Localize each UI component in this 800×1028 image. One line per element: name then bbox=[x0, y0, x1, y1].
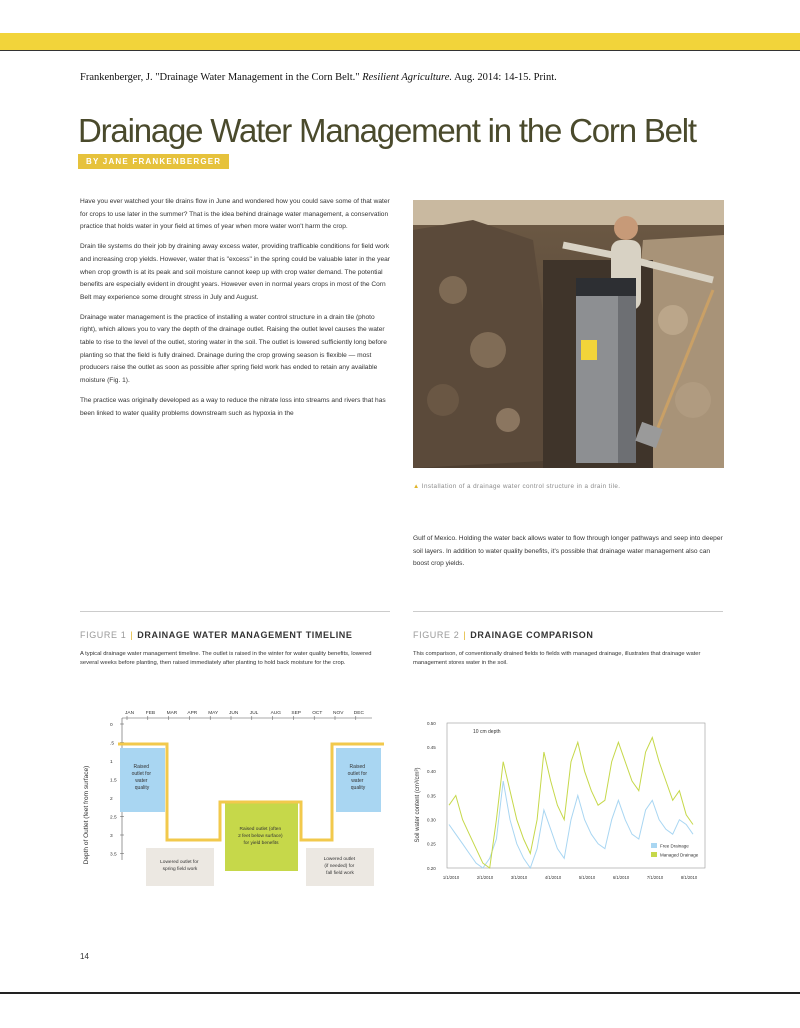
figure2-number: FIGURE 2 bbox=[413, 630, 460, 640]
box-raised-summer-label: Raised outlet (often 2 feet below surface) for yield benefits bbox=[238, 827, 283, 846]
figure1-chart bbox=[80, 700, 390, 900]
figure1-ylabel: Depth of Outlet (feet from surface) bbox=[83, 765, 90, 865]
box-lowered-fall-label: Lowered outlet (if needed) for fall field work bbox=[323, 857, 356, 876]
paragraph: The practice was originally developed as a way to reduce the nitrate loss into streams and rivers that has been linked to water quality problems downstream such as hypoxia in the bbox=[80, 396, 386, 417]
photo-caption: ▲ Installation of a drainage water control structure in a drain tile. bbox=[413, 483, 621, 490]
f2-y-tick-label: 0.30 bbox=[427, 817, 436, 823]
f2-y-tick-label: 0.25 bbox=[427, 841, 436, 847]
f2-x-tick-label: 8/1/2010 bbox=[680, 875, 698, 880]
figure2-annotation: 10 cm depth bbox=[473, 729, 501, 735]
month-label: JAN bbox=[125, 711, 135, 716]
f2-x-tick-label: 4/1/2010 bbox=[544, 875, 562, 880]
figure2-ylabel: Soil water content (cm³/cm³) bbox=[415, 767, 421, 843]
f2-x-tick-label: 5/1/2010 bbox=[578, 875, 596, 880]
month-label: FEB bbox=[145, 711, 156, 716]
left-column bbox=[80, 196, 390, 427]
month-label: SEP bbox=[291, 711, 302, 716]
legend-free-swatch bbox=[651, 843, 657, 848]
month-label: DEC bbox=[353, 711, 364, 716]
figure2-chart bbox=[413, 715, 723, 895]
figure1-heading: FIGURE 1 | DRAINAGE WATER MANAGEMENT TIMELINE bbox=[80, 630, 353, 640]
f2-y-tick-label: 0.20 bbox=[427, 865, 436, 871]
legend-managed-label: Managed Drainage bbox=[660, 852, 699, 858]
citation-author: Frankenberger, J. bbox=[80, 72, 153, 83]
f2-x-tick-label: 1/1/2010 bbox=[442, 875, 460, 880]
caption-marker-icon: ▲ bbox=[413, 483, 420, 490]
y-tick-label: 1.5 bbox=[110, 778, 117, 784]
figure2-heading: FIGURE 2 | DRAINAGE COMPARISON bbox=[413, 630, 594, 640]
month-label: APR bbox=[187, 711, 198, 716]
paragraph: Drain tile systems do their job by draining away excess water, providing trafficable conditions for field work and increasing crop yields. However, water that is "excess" in the spring could be valuable later in the year when crop growth is at its peak and soil moisture cannot keep up with crop water demand. The potential benefits are especially evident in drought years. However even in normal years crops in most of the Corn Belt may experience some drought stress in July and August. bbox=[80, 243, 390, 301]
y-tick-label: 3 bbox=[110, 834, 113, 839]
y-tick-label: 0 bbox=[110, 723, 113, 728]
right-column bbox=[413, 533, 723, 578]
legend-free-label: Free Drainage bbox=[660, 843, 689, 849]
installation-photo bbox=[413, 200, 724, 468]
f2-y-tick-label: 0.40 bbox=[427, 769, 436, 775]
figure1-description: A typical drainage water management timeline. The outlet is raised in the winter for water quality benefits, lowered several weeks before planting, then raised immediately after planting to hold back moisture for the crop. bbox=[80, 651, 372, 666]
divider-left bbox=[80, 611, 390, 612]
series-managed-drainage bbox=[449, 738, 693, 869]
page-number: 14 bbox=[80, 952, 89, 961]
citation bbox=[80, 72, 557, 83]
legend-managed-swatch bbox=[651, 852, 657, 857]
divider-right bbox=[413, 611, 723, 612]
month-label: MAY bbox=[208, 711, 219, 716]
box-raised-left-label: Raised outlet for water quality bbox=[131, 764, 152, 791]
figure2-x-ticks bbox=[443, 875, 698, 880]
y-tick-label: .5 bbox=[110, 741, 115, 747]
header-rule bbox=[0, 50, 800, 51]
byline: BY JANE FRANKENBERGER bbox=[78, 154, 229, 169]
figure2-y-ticks bbox=[427, 721, 436, 871]
month-label: OCT bbox=[312, 711, 323, 716]
figure1-month-labels bbox=[125, 710, 364, 720]
f2-x-tick-label: 2/1/2010 bbox=[476, 875, 494, 880]
y-tick-label: 1 bbox=[110, 760, 113, 765]
y-tick-label: 2 bbox=[110, 797, 113, 802]
f2-x-tick-label: 6/1/2010 bbox=[612, 875, 630, 880]
month-label: MAR bbox=[166, 711, 178, 716]
f2-x-tick-label: 3/1/2010 bbox=[510, 875, 528, 880]
article-title: Drainage Water Management in the Corn Belt bbox=[78, 112, 696, 149]
f2-y-tick-label: 0.35 bbox=[427, 793, 436, 799]
header-color-bar bbox=[0, 33, 800, 50]
f2-y-tick-label: 0.45 bbox=[427, 744, 436, 750]
figure1-number: FIGURE 1 bbox=[80, 630, 127, 640]
figure1-title: DRAINAGE WATER MANAGEMENT TIMELINE bbox=[137, 630, 353, 640]
f2-y-tick-label: 0.50 bbox=[427, 720, 436, 726]
citation-rest: Aug. 2014: 14-15. Print. bbox=[454, 72, 557, 83]
photo-illustration bbox=[413, 200, 724, 468]
paragraph: Gulf of Mexico. Holding the water back allows water to flow through longer pathways and seep into deeper soil layers. In addition to water quality benefits, it's possible that drainage water management also can boost crop yields. bbox=[413, 535, 723, 568]
footer-rule bbox=[0, 992, 800, 994]
paragraph: Have you ever watched your tile drains flow in June and wondered how you could save some of that water for crops to use later in the summer? That is the idea behind drainage water management, a conservation practice that holds water in your field at times of year when more water won't harm the crop. bbox=[80, 198, 390, 231]
citation-article: "Drainage Water Management in the Corn Belt." bbox=[155, 72, 360, 83]
paragraph: Drainage water management is the practice of installing a water control structure in a drain tile (photo right), which allows you to vary the depth of the drainage outlet. Raising the outlet level causes the water table to rise to the level of the outlet, storing water in the soil. The outlet is lowered sufficiently long before planting so that the field is fully drained. Drainage during the crop growing season is flexible — most producers raise the outlet as soon as possible after spring field work has ended to retain any available moisture (Fig. 1). bbox=[80, 313, 387, 385]
month-label: JUN bbox=[229, 711, 239, 716]
y-tick-label: 3.5 bbox=[110, 852, 117, 858]
month-label: AUG bbox=[270, 711, 282, 716]
figure2-description: This comparison, of conventionally drained fields to fields with managed drainage, illustrates that drainage water management stores water in the soil. bbox=[413, 651, 701, 666]
box-raised-right-label: Raised outlet for water quality bbox=[347, 764, 368, 791]
y-tick-label: 2.5 bbox=[110, 815, 117, 821]
month-label: NOV bbox=[333, 711, 344, 716]
f2-x-tick-label: 7/1/2010 bbox=[646, 875, 664, 880]
figure2-title: DRAINAGE COMPARISON bbox=[470, 630, 594, 640]
month-label: JUL bbox=[249, 711, 259, 716]
box-lowered-spring-label: Lowered outlet for spring field work bbox=[160, 860, 199, 872]
citation-journal: Resilient Agriculture. bbox=[362, 72, 453, 83]
